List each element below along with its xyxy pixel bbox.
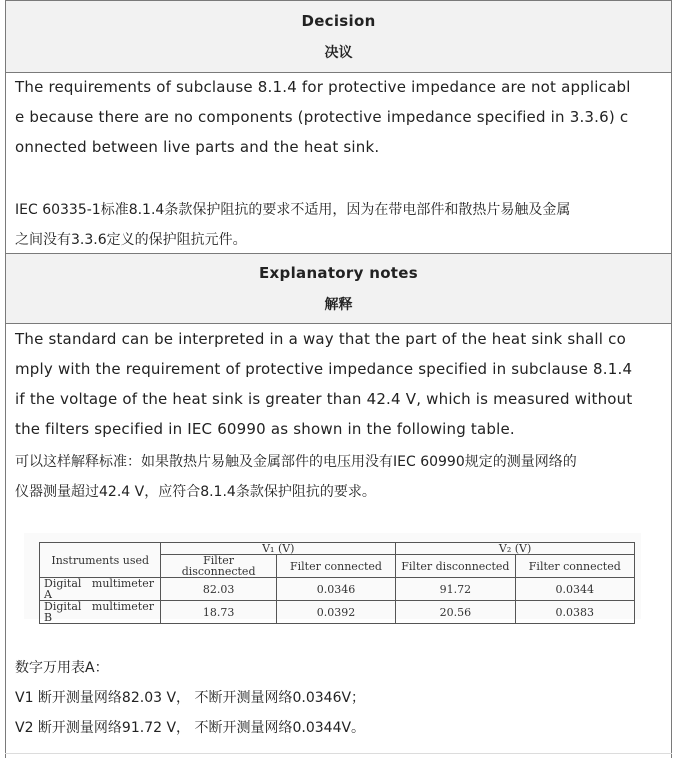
v1-header: V₁ (V): [161, 543, 396, 555]
summary-line-1: 数字万用表A：: [15, 660, 109, 676]
sub-header: Filter disconnected: [161, 555, 276, 578]
value-cell: 0.0344: [515, 578, 634, 601]
value-cell: 0.0346: [276, 578, 395, 601]
table-row: [40, 601, 635, 624]
instrument-name: Digital multimeter: [44, 600, 154, 613]
value-cell: 82.03: [161, 578, 276, 601]
notes-line-1: The standard can be interpreted in a way that the part of the heat sink shall co: [15, 330, 626, 348]
notes-line-2: mply with the requirement of protective impedance specified in subclause 8.1.4: [15, 360, 633, 378]
value-cell: 20.56: [396, 601, 515, 624]
value-cell: 0.0392: [276, 601, 395, 624]
notes-zh-line-2: 仪器测量超过42.4 V，应符合8.1.4条款保护阻抗的要求。: [15, 484, 376, 500]
summary-line-3: V2 断开测量网络91.72 V， 不断开测量网络0.0344V。: [15, 720, 366, 736]
decision-heading-en: Decision: [301, 12, 376, 30]
summary-line-2: V1 断开测量网络82.03 V， 不断开测量网络0.0346V；: [15, 690, 366, 706]
decision-line-3: onnected between live parts and the heat sink.: [15, 138, 380, 156]
instrument-suffix: B: [44, 611, 53, 624]
value-cell: 91.72: [396, 578, 515, 601]
value-cell: 0.0383: [515, 601, 634, 624]
sub-header: Filter connected: [276, 555, 395, 578]
notes-line-3: if the voltage of the heat sink is greater than 42.4 V, which is measured without: [15, 390, 633, 408]
instrument-name: Digital multimeter: [44, 577, 154, 590]
measurement-table-figure: [24, 533, 641, 624]
instruments-header: Instruments used: [40, 543, 161, 578]
sub-header: Filter disconnected: [396, 555, 515, 578]
decision-header: [6, 1, 671, 73]
notes-zh-line-1: 可以这样解释标准：如果散热片易触及金属部件的电压用没有IEC 60990规定的测量网络的: [15, 454, 577, 470]
decision-zh-line-2: 之间没有3.3.6定义的保护阻抗元件。: [15, 232, 247, 248]
decision-line-1: The requirements of subclause 8.1.4 for protective impedance are not applicabl: [15, 78, 631, 96]
table-header-row: [40, 543, 635, 555]
table-row: [40, 578, 635, 601]
value-cell: 18.73: [161, 601, 276, 624]
notes-line-4: the filters specified in IEC 60990 as shown in the following table.: [15, 420, 515, 438]
notes-header: [6, 253, 671, 324]
bottom-divider: [5, 753, 672, 754]
measurement-table: [39, 542, 635, 624]
instrument-cell: [40, 578, 161, 601]
notes-heading-zh: 解释: [324, 297, 353, 313]
notes-heading-en: Explanatory notes: [259, 264, 418, 282]
decision-zh-line-1: IEC 60335-1标准8.1.4条款保护阻抗的要求不适用，因为在带电部件和散热片易触及金属: [15, 202, 571, 218]
v2-header: V₂ (V): [396, 543, 635, 555]
instrument-suffix: A: [44, 588, 52, 601]
decision-heading-zh: 决议: [324, 45, 353, 61]
decision-line-2: e because there are no components (protective impedance specified in 3.3.6) c: [15, 108, 629, 126]
instrument-cell: [40, 601, 161, 624]
sub-header: Filter connected: [515, 555, 634, 578]
